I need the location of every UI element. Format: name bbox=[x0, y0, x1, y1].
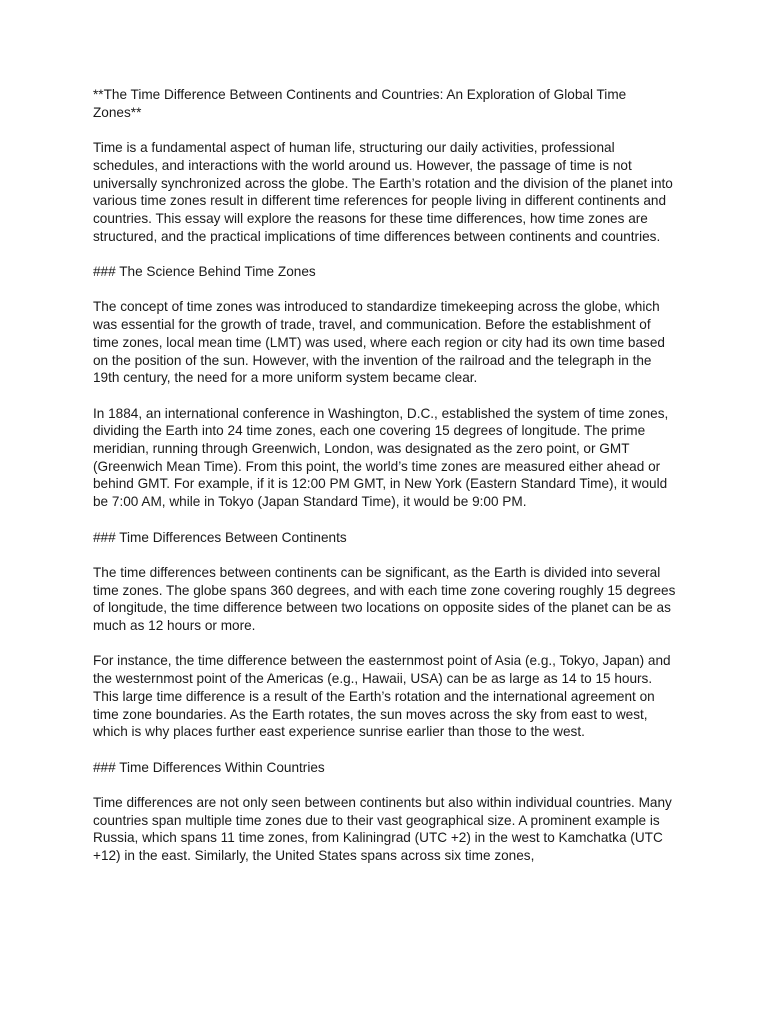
paragraph-time-zone-concept: The concept of time zones was introduced to standardize timekeeping across the globe, which was essential for the growth of trade, travel, and communication. Before the establishment of time zones, local mean time (LMT) was used, where each region or city had its own time based on the position of the sun. However, with the invention of the railroad and the telegraph in the 19th century, the need for a more uniform system became clear. bbox=[93, 299, 665, 386]
paragraph-1884-conference: In 1884, an international conference in Washington, D.C., established the system of time zones, dividing the Earth into 24 time zones, each one covering 15 degrees of longitude. The prime meridian, running through Greenwich, London, was designated as the zero point, or GMT (Greenwich Mean Time). From this point, the world’s time zones are measured either ahead or behind GMT. For example, if it is 12:00 PM GMT, in New York (Eastern Standard Time), it would be 7:00 AM, while in Tokyo (Japan Standard Time), it would be 9:00 PM. bbox=[93, 405, 669, 510]
paragraph-asia-americas-example: For instance, the time difference between the easternmost point of Asia (e.g., Tokyo, Japan) and the westernmost point of the Americas (e.g., Hawaii, USA) can be as large as 14 to 15 hours. This large time difference is a result of the Earth’s rotation and the international agreement on time zone boundaries. As the Earth rotates, the sun moves across the sky from east to west, which is why places further east experience sunrise earlier than those to the west. bbox=[93, 653, 671, 740]
section-heading-countries: ### Time Differences Within Countries bbox=[93, 759, 325, 775]
section-heading-continents: ### Time Differences Between Continents bbox=[93, 529, 347, 545]
section-heading-science: ### The Science Behind Time Zones bbox=[93, 264, 316, 279]
paragraph-within-countries: Time differences are not only seen between continents but also within individual countries. Many countries span multiple time zones due to their vast geographical size. A prominent example is Russia, which spans 11 time zones, from Kaliningrad (UTC +2) in the west to Kamchatka (UTC +12) in the east. Similarly, the United States spans across six time zones, bbox=[93, 794, 672, 864]
paragraph-continent-differences: The time differences between continents can be significant, as the Earth is divided into several time zones. The globe spans 360 degrees, and with each time zone covering roughly 15 degrees of longitude, the time difference between two locations on opposite sides of the planet can be as much as 12 hours or more. bbox=[93, 564, 676, 633]
document-title: **The Time Difference Between Continents and Countries: An Exploration of Global Time Zones** bbox=[93, 87, 627, 120]
intro-paragraph: Time is a fundamental aspect of human life, structuring our daily activities, professional schedules, and interactions with the world around us. However, the passage of time is not universally synchronized across the globe. The Earth’s rotation and the division of the planet into various time zones result in different time references for people living in different continents and countries. This essay will explore the reasons for these time differences, how time zones are structured, and the practical implications of time differences between continents and countries. bbox=[93, 140, 673, 244]
